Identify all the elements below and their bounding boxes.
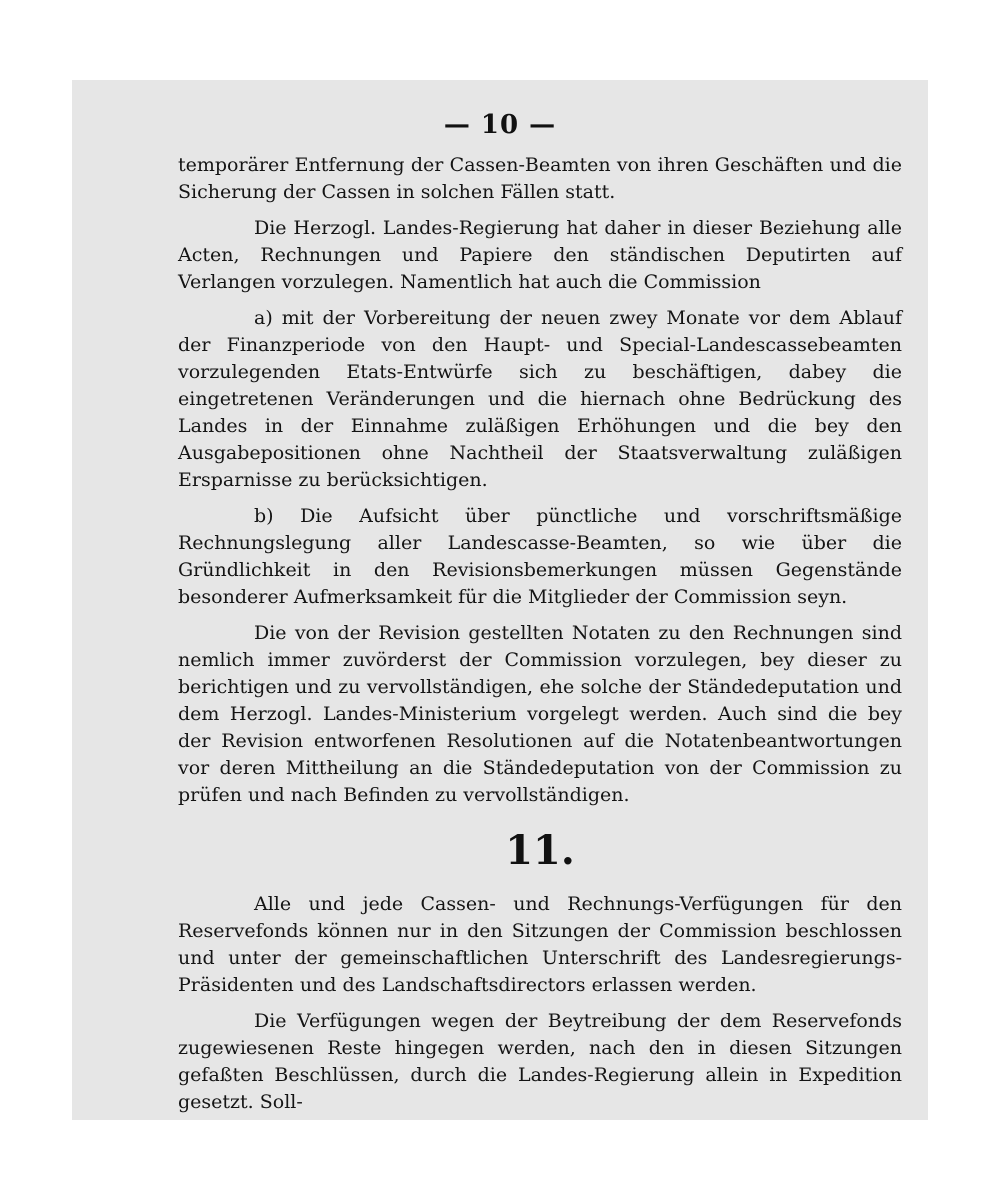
body-text: [178, 152, 902, 1120]
paragraph-regierung: Die Herzogl. Landes-Regierung hat daher in dieser Beziehung alle Acten, Rechnungen und Papiere den ständischen Deputirten auf Verlangen vorzulegen. Namentlich hat auch die Commission: [178, 217, 902, 293]
paragraph-continuation: temporärer Entfernung der Cassen-Beamten von ihren Geschäften und die Sicherung der Cassen in solchen Fällen statt.: [178, 154, 902, 203]
paragraph-item-a: a) mit der Vorbereitung der neuen zwey Monate vor dem Ablauf der Finanzperiode von den Haupt- und Special-Landescassebeamten vorzulegenden Etats-Entwürfe sich zu beschäftigen, dabey die eingetretenen Veränderungen und die hiernach ohne Bedrückung des Landes in der Einnahme zuläßigen Erhöhungen und die bey den Ausgabepositionen ohne Nachtheil der Staatsverwaltung zuläßigen Ersparnisse zu berücksichtigen.: [178, 307, 902, 491]
paragraph-item-b: b) Die Aufsicht über pünctliche und vorschriftsmäßige Rechnungslegung aller Landescasse-Beamten, so wie über die Gründlichkeit in den Revisionsbemerkungen müssen Gegenstände besonderer Aufmerksamkeit für die Mitglieder der Commission seyn.: [178, 505, 902, 608]
section-heading: 11.: [505, 827, 575, 874]
page-number: — 10 —: [443, 110, 557, 140]
paragraph-revision: Die von der Revision gestellten Notaten zu den Rechnungen sind nemlich immer zuvörderst der Commission vorzulegen, bey dieser zu berichtigen und zu vervollständigen, ehe solche der Ständedeputation und dem Herzogl. Landes-Ministerium vorgelegt werden. Auch sind die bey der Revision entworfenen Resolutionen auf die Notatenbeantwortungen vor deren Mittheilung an die Ständedeputation von der Commission zu prüfen und nach Befinden zu vervollständigen.: [178, 622, 902, 806]
paragraph-beytreibung: Die Verfügungen wegen der Beytreibung der dem Reservefonds zugewiesenen Reste hingegen werden, nach den in diesen Sitzungen gefaßten Beschlüssen, durch die Landes-Regierung allein in Expedition gesetzt. Soll-: [178, 1010, 902, 1113]
scanned-page: [72, 80, 928, 1120]
paragraph-cassen-verfuegungen: Alle und jede Cassen- und Rechnungs-Verfügungen für den Reservefonds können nur in den Sitzungen der Commission beschlossen und unter der gemeinschaftlichen Unterschrift des Landesregierungs-Präsidenten und des Landschaftsdirectors erlassen werden.: [178, 893, 902, 996]
